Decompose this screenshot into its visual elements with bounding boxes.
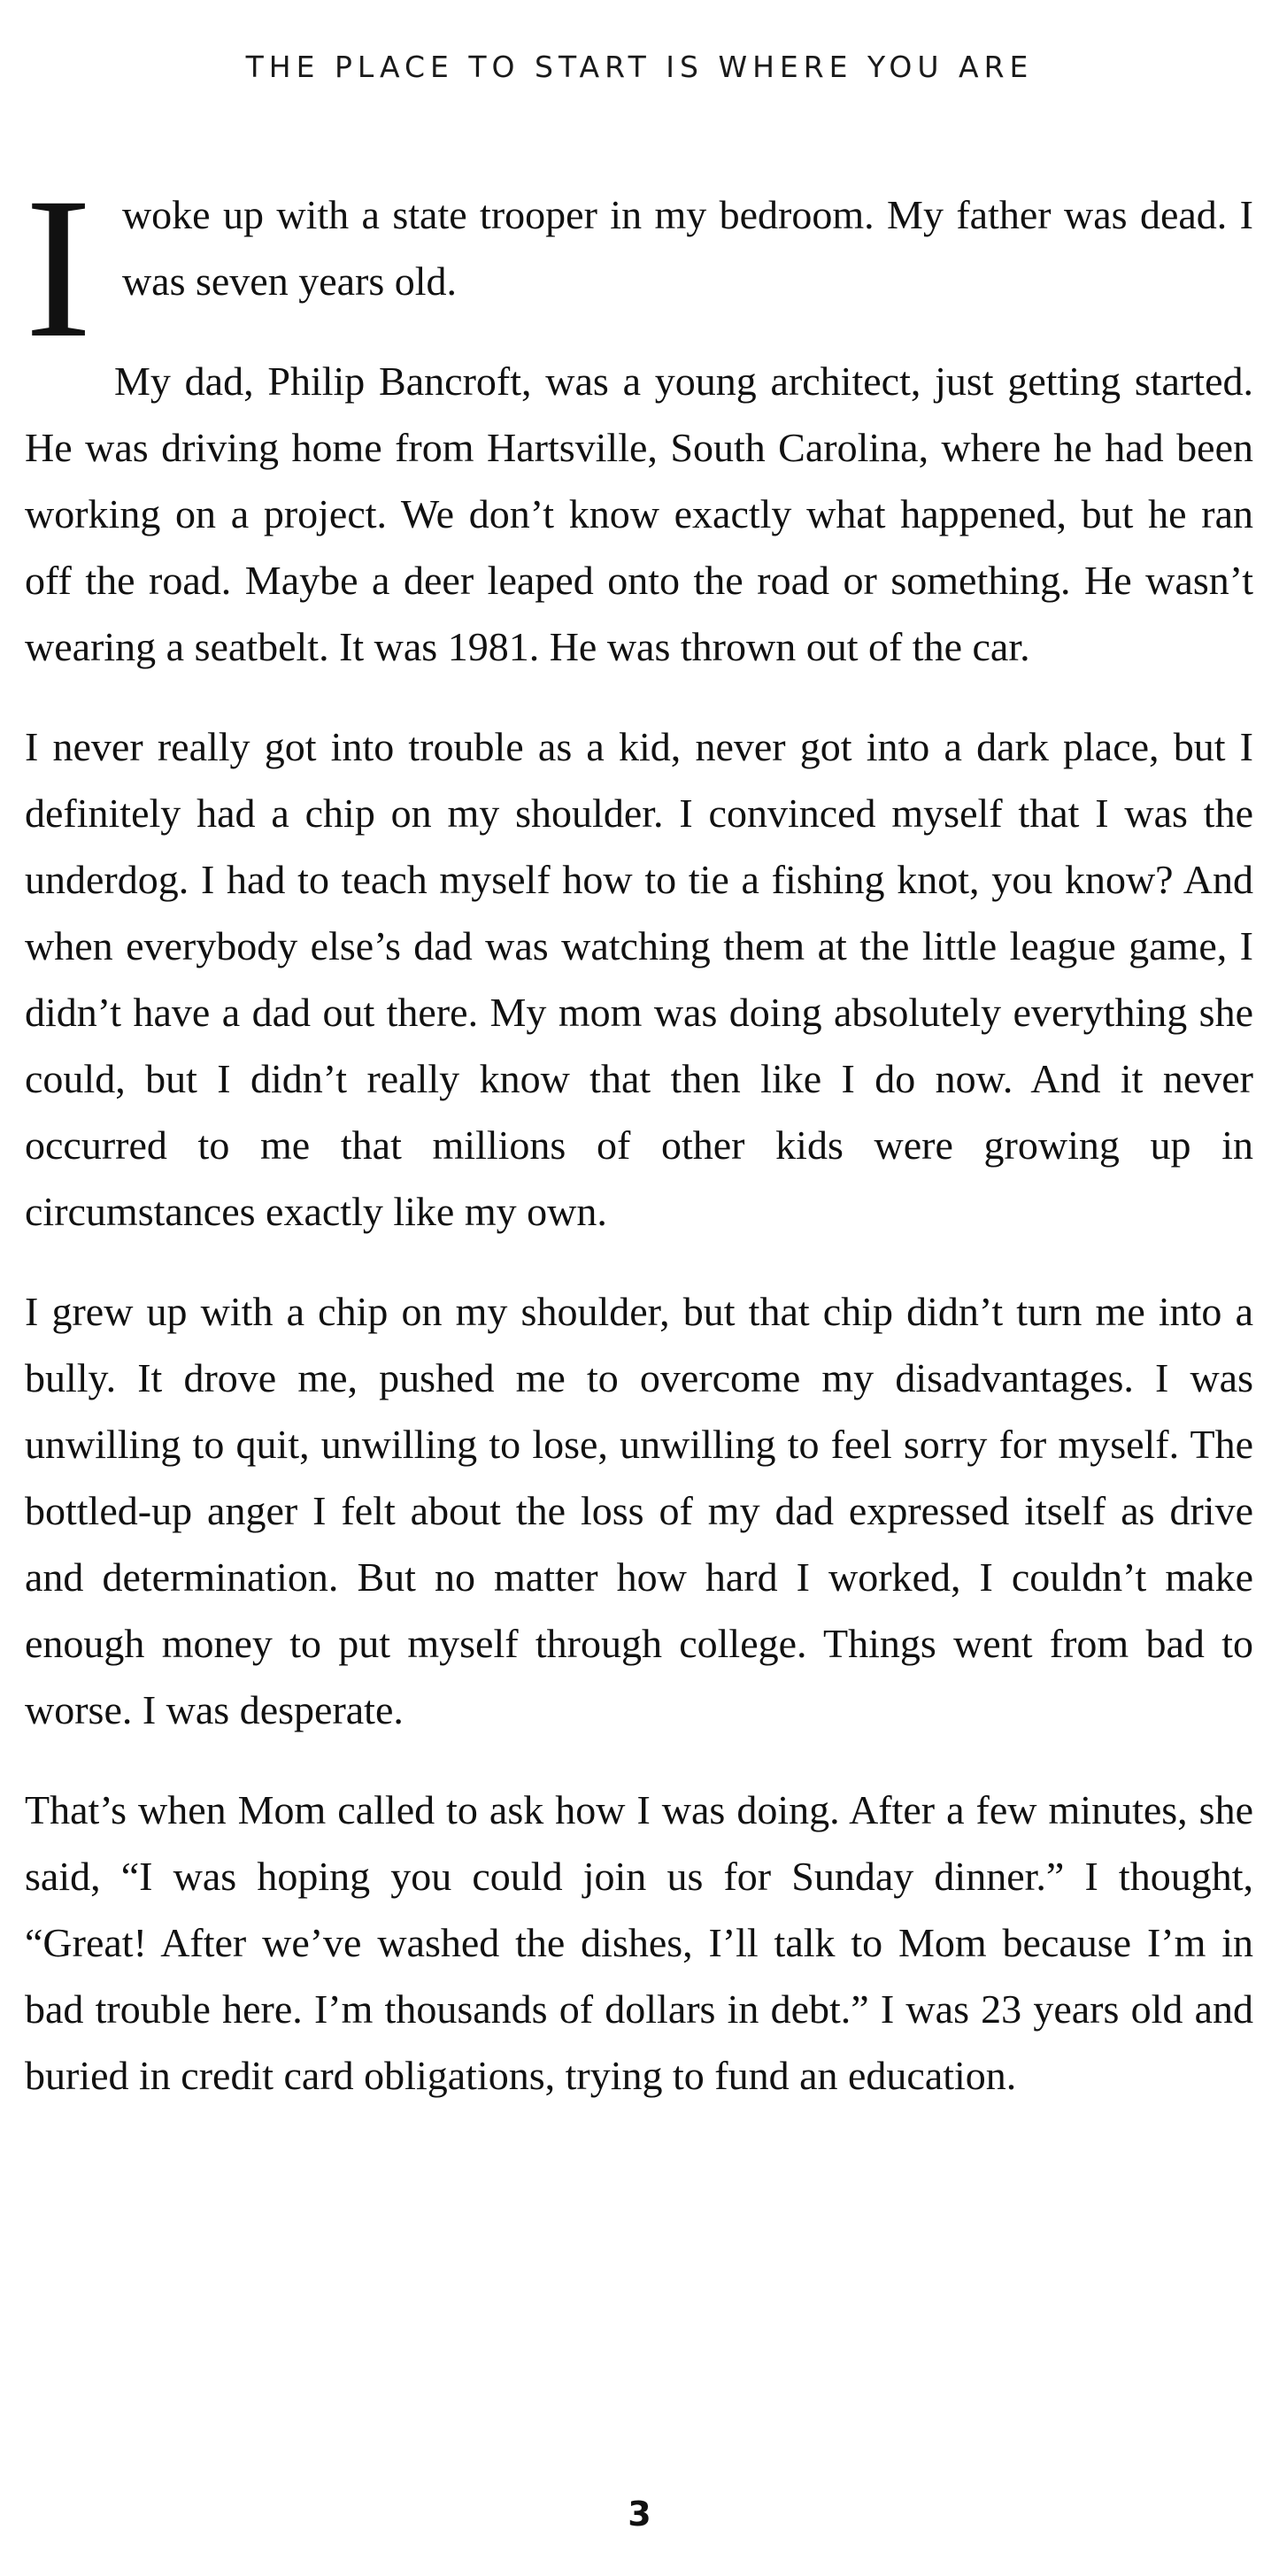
body-text [25, 157, 1253, 2142]
drop-cap: I [25, 157, 92, 380]
paragraph-2: My dad, Philip Bancroft, was a young architect, just getting started. He was driving home from Hartsville, South Carolina, where he had been working on a project. We don’t know exactly what happened, but he ran off the road. Maybe a deer leaped onto the road or something. He wasn’t wearing a seatbelt. It was 1981. He was thrown out of the car. [25, 359, 1253, 669]
running-head: THE PLACE TO START IS WHERE YOU ARE [245, 50, 1034, 84]
paragraph-1: woke up with a state trooper in my bedroom. My father was dead. I was seven years old. [121, 192, 1253, 304]
paragraph-3: I never really got into trouble as a kid, never got into a dark place, but I definitely had a chip on my shoulder. I convinced myself that I was the underdog. I had to teach myself how to tie a fishing knot, you know? And when everybody else’s dad was watching them at the little league game, I didn’t have a dad out there. My mom was doing absolutely everything she could, but I didn’t really know that then like I do now. And it never occurred to me that millions of other kids were growing up in circumstances exactly like my own. [25, 724, 1253, 1234]
page-number: 3 [628, 2495, 651, 2534]
paragraph-5: That’s when Mom called to ask how I was doing. After a few minutes, she said, “I was hoping you could join us for Sunday dinner.” I thought, “Great! After we’ve washed the dishes, I’ll talk to Mom because I’m in bad trouble here. I’m thousands of dollars in debt.” I was 23 years old and buried in credit card obligations, trying to fund an education. [25, 1787, 1253, 2098]
paragraph-4: I grew up with a chip on my shoulder, but that chip didn’t turn me into a bully. It drove me, pushed me to overcome my disadvantages. I was unwilling to quit, unwilling to lose, unwilling to feel sorry for myself. The bottled-up anger I felt about the loss of my dad expressed itself as drive and determination. But no matter how hard I worked, I couldn’t make enough money to put myself through college. Things went from bad to worse. I was desperate. [25, 1289, 1253, 1732]
